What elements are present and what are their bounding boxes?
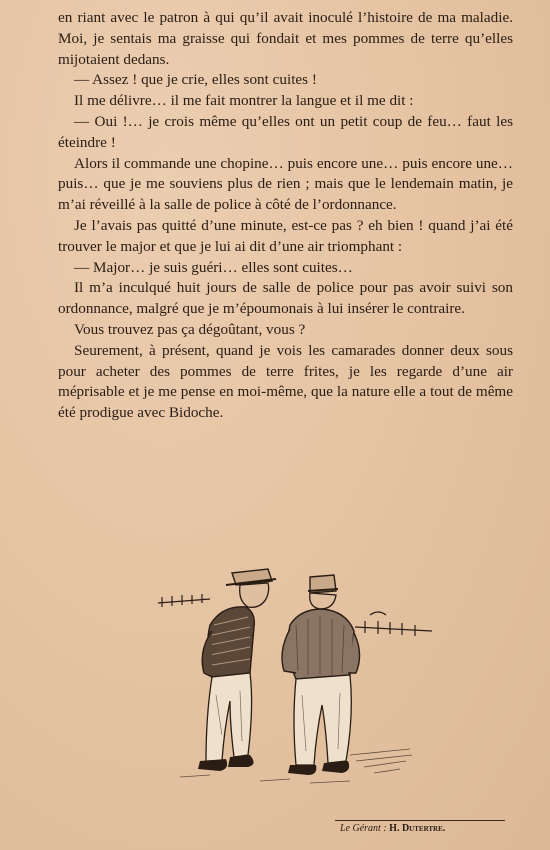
paragraph: Il me délivre… il me fait montrer la langue et il me dit : xyxy=(74,92,414,110)
man-right xyxy=(282,575,360,775)
paragraph: Vous trouvez pas ça dégoûtant, vous ? xyxy=(74,320,306,338)
paragraph: — Major… je suis guéri… elles sont cuites… xyxy=(74,258,353,276)
illustration-two-soldiers xyxy=(150,555,440,795)
paragraph: Je l’avais pas quitté d’une minute, est-ce pas ? eh bien ! quand j’ai été trouver le major et que je lui ai dit d’une air triomphant : xyxy=(58,216,513,255)
body-text xyxy=(58,8,513,424)
fence-right xyxy=(355,612,432,636)
paragraph: Alors il commande une chopine… puis encore une… puis encore une… puis… que je me souviens plus de rien ; mais que le lendemain matin, je m’ai réveillé à la salle de police à côté de l’ordonnance. xyxy=(58,154,513,214)
paragraph: Il m’a inculqué huit jours de salle de police pour pas avoir suivi son ordonnance, malgré que je m’époumonais à lui insérer le contraire. xyxy=(58,279,513,318)
footer-name: H. Dutertre. xyxy=(389,823,446,834)
footer-credit xyxy=(340,823,445,834)
paragraph: — Oui !… je crois même qu’elles ont un petit coup de feu… faut les éteindre ! xyxy=(58,112,513,151)
paragraph: — Assez ! que je crie, elles sont cuites ! xyxy=(74,71,317,89)
paragraph: Seurement, à présent, quand je vois les camarades donner deux sous pour acheter des pommes de terre frites, je les regarde d’une air méprisable et je me pense en moi-même, que la nature elle a tout de même été prodigue avec Bidoche. xyxy=(58,341,513,422)
footer-label: Le Gérant : xyxy=(340,823,387,834)
fence-left xyxy=(158,594,210,607)
paragraph: en riant avec le patron à qui qu’il avait inoculé l’histoire de ma maladie. Moi, je sentais ma graisse qui fondait et mes pommes de terre qu’elles mijotaient dedans. xyxy=(58,9,513,68)
footer-rule xyxy=(335,820,505,821)
